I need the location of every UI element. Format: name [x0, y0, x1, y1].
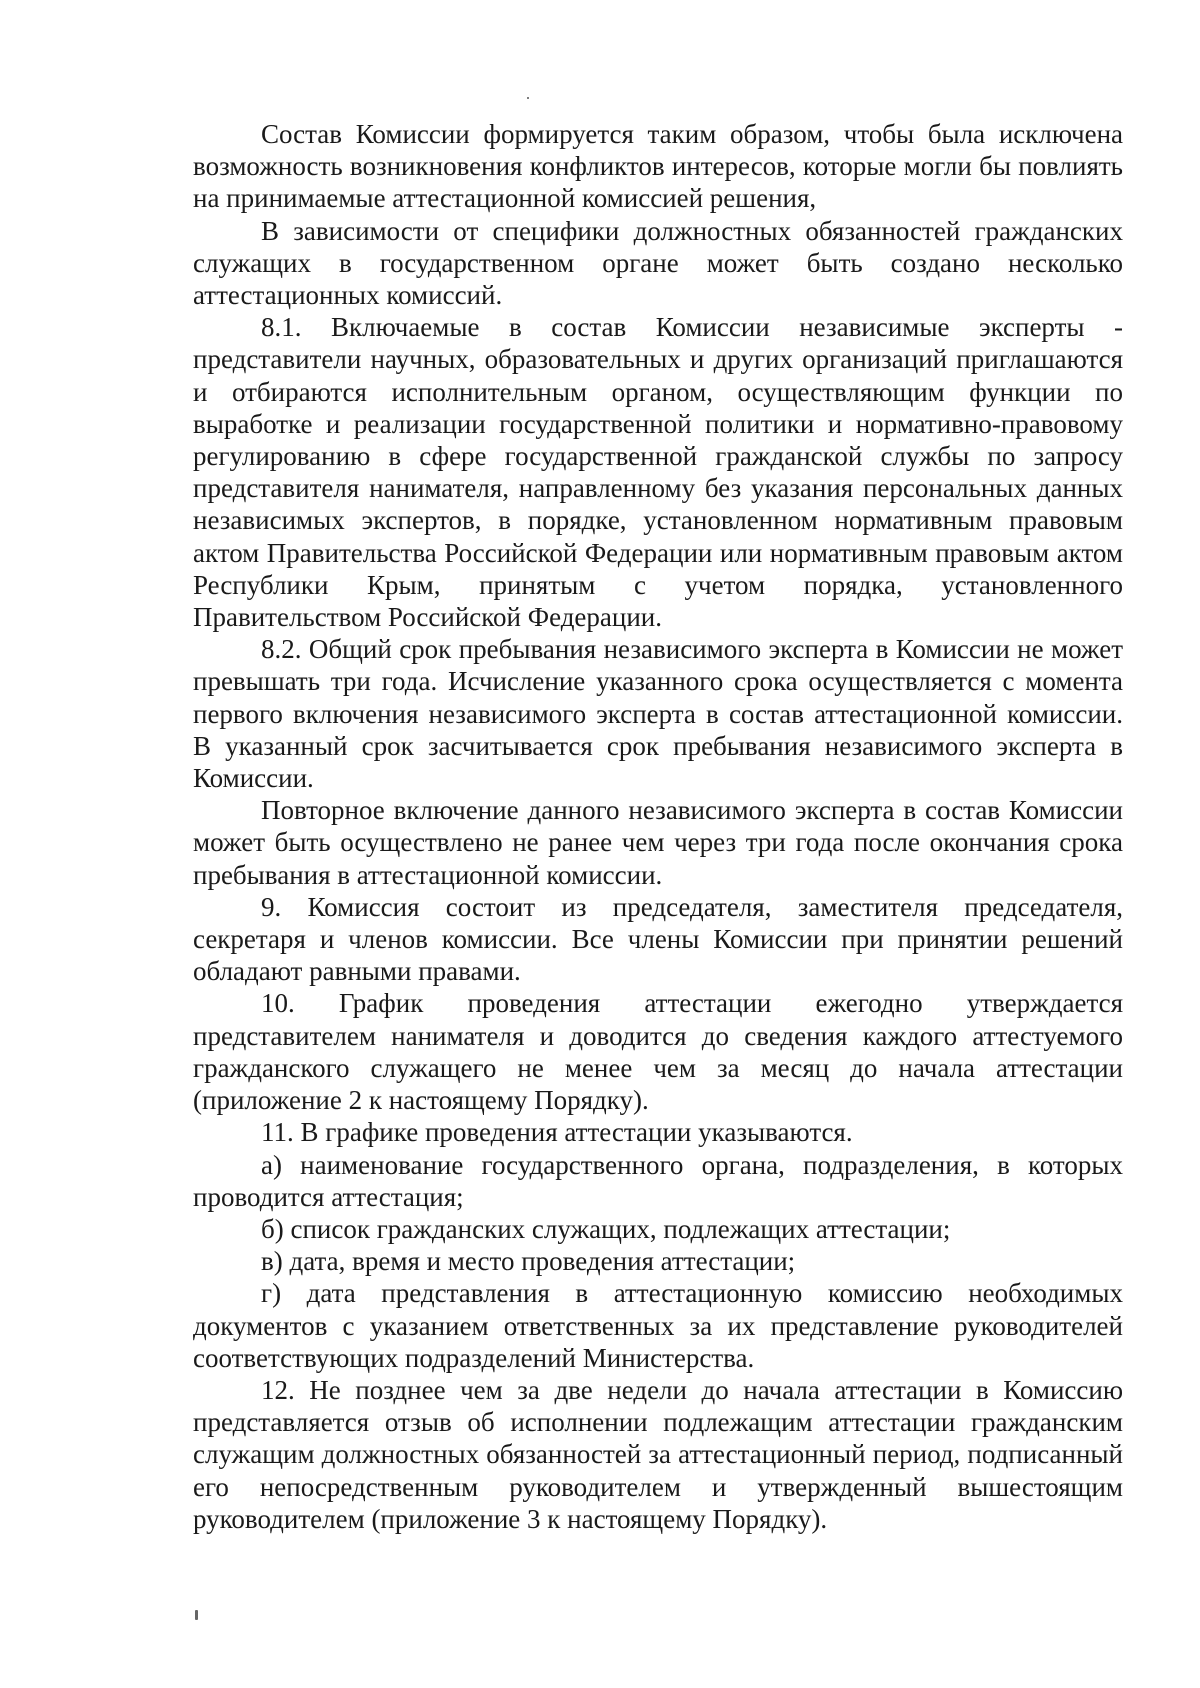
paragraph-11: 11. В графике проведения аттестации указываются. [261, 1117, 853, 1148]
paragraph-repeat-inclusion: Повторное включение данного независимого эксперта в состав Комиссии может быть осуществлено не ранее чем через три года после окончания срока пребывания в аттестационной комиссии. [193, 795, 1123, 890]
paragraph-8-2: 8.2. Общий срок пребывания независимого эксперта в Комиссии не может превышать три года. Исчисление указанного срока осуществляется с момента первого включения независимого эксперта в состав аттестационной комиссии. В указанный срок засчитывается срок пребывания независимого эксперта в Комиссии. [193, 634, 1123, 794]
list-item-b: б) список гражданских служащих, подлежащих аттестации; [261, 1213, 951, 1244]
scan-speck [527, 97, 529, 99]
paragraph-9: 9. Комиссия состоит из председателя, заместителя председателя, секретаря и членов комиссии. Все члены Комиссии при принятии решений обладают равными правами. [193, 891, 1123, 987]
list-item-g: г) дата представления в аттестационную комиссию необходимых документов с указанием ответственных за их представление руководителей соответствующих подразделений Министерства. [193, 1278, 1123, 1373]
paragraph-commission-composition: Состав Комиссии формируется таким образом, чтобы была исключена возможность возникновения конфликтов интересов, которые могли бы повлиять на принимаемые аттестационной комиссией решения, [193, 119, 1123, 214]
scan-mark [195, 1610, 198, 1620]
list-item-v: в) дата, время и место проведения аттестации; [261, 1246, 796, 1277]
paragraph-12: 12. Не позднее чем за две недели до начала аттестации в Комиссию представляется отзыв об исполнении подлежащим аттестации гражданским служащим должностных обязанностей за аттестационный период, подписанный его непосредственным руководителем и утвержденный вышестоящим руководителем (приложение 3 к настоящему Порядку). [193, 1374, 1123, 1534]
document-body [193, 118, 1123, 1535]
list-item-a: а) наименование государственного органа, подразделения, в которых проводится аттестация; [193, 1149, 1123, 1212]
paragraph-multiple-commissions: В зависимости от специфики должностных обязанностей гражданских служащих в государственном органе может быть создано несколько аттестационных комиссий. [193, 215, 1123, 311]
paragraph-10: 10. График проведения аттестации ежегодно утверждается представителем нанимателя и доводится до сведения каждого аттестуемого гражданского служащего не менее чем за месяц до начала аттестации (приложение 2 к настоящему Порядку). [193, 988, 1123, 1116]
paragraph-8-1: 8.1. Включаемые в состав Комиссии независимые эксперты - представители научных, образовательных и других организаций приглашаются и отбираются исполнительным органом, осуществляющим функции по выработке и реализации государственной политики и нормативно-правовому регулированию в сфере государственной гражданской службы по запросу представителя нанимателя, направленному без указания персональных данных независимых экспертов, в порядке, установленном нормативным правовым актом Правительства Российской Федерации или нормативным правовым актом Республики Крым, принятым с учетом порядка, установленного Правительством Российской Федерации. [193, 312, 1123, 633]
